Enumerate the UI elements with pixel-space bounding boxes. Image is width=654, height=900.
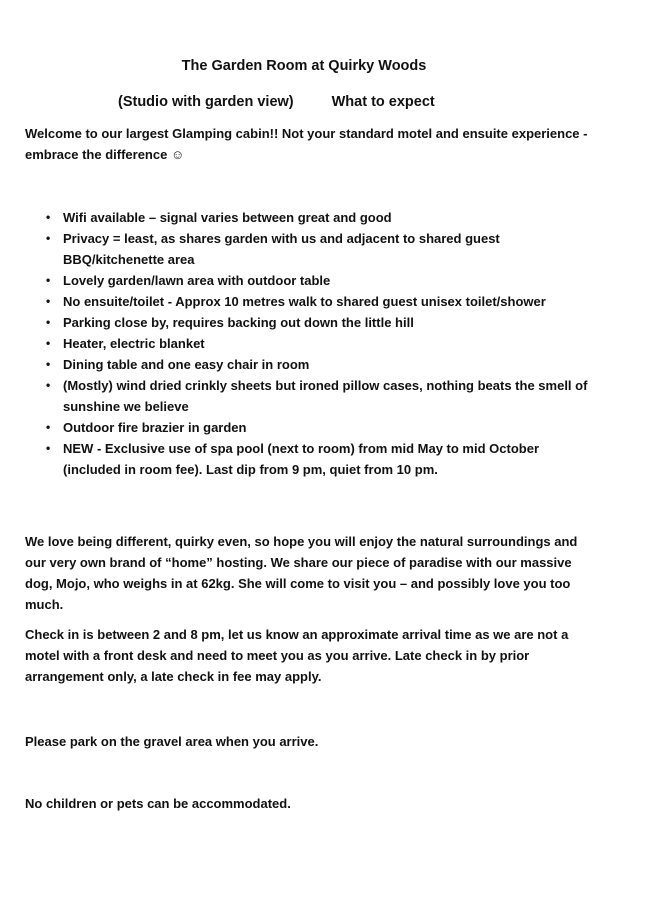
features-list — [25, 207, 600, 480]
bullet-icon: • — [46, 210, 51, 224]
list-item — [25, 375, 600, 417]
bullet-icon: • — [46, 231, 51, 245]
document-subtitle — [118, 92, 618, 112]
feature-text: Outdoor fire brazier in garden — [63, 420, 247, 435]
parking-paragraph: Please park on the gravel area when you arrive. — [25, 734, 319, 749]
bullet-icon: • — [46, 315, 51, 329]
quirky-paragraph: We love being different, quirky even, so hope you will enjoy the natural surroundings and our very own brand of “home” hosting. We share our piece of paradise with our massive dog, Mojo, who weighs in at 62kg. She will come to visit you – and possibly love you too much. — [25, 534, 578, 612]
feature-text: Heater, electric blanket — [63, 336, 205, 351]
feature-text: Privacy = least, as shares garden with us and adjacent to shared guest BBQ/kitchenette area — [63, 231, 500, 267]
list-item — [25, 228, 600, 270]
checkin-paragraph: Check in is between 2 and 8 pm, let us know an approximate arrival time as we are not a motel with a front desk and need to meet you as you arrive. Late check in by prior arrangement only, a late check in fee may apply. — [25, 627, 569, 684]
bullet-icon: • — [46, 420, 51, 434]
feature-text: Parking close by, requires backing out down the little hill — [63, 315, 414, 330]
bullet-icon: • — [46, 336, 51, 350]
intro-paragraph: Welcome to our largest Glamping cabin!! Not your standard motel and ensuite experience - embrace the difference ☺ — [25, 126, 588, 162]
list-item — [25, 207, 600, 228]
feature-text: (Mostly) wind dried crinkly sheets but ironed pillow cases, nothing beats the smell of sunshine we believe — [63, 378, 588, 414]
feature-text: Lovely garden/lawn area with outdoor table — [63, 273, 331, 288]
list-item — [25, 291, 600, 312]
bullet-icon: • — [46, 441, 51, 455]
feature-text: Wifi available – signal varies between great and good — [63, 210, 392, 225]
feature-text: No ensuite/toilet - Approx 10 metres walk to shared guest unisex toilet/shower — [63, 294, 546, 309]
bullet-icon: • — [46, 378, 51, 392]
subtitle-what-to-expect: What to expect — [331, 94, 435, 110]
list-item — [25, 417, 600, 438]
feature-text: Dining table and one easy chair in room — [63, 357, 310, 372]
bullet-icon: • — [46, 273, 51, 287]
children-paragraph: No children or pets can be accommodated. — [25, 796, 291, 811]
document-title: The Garden Room at Quirky Woods — [181, 58, 427, 74]
list-item — [25, 333, 600, 354]
list-item — [25, 438, 600, 480]
list-item — [25, 354, 600, 375]
bullet-icon: • — [46, 294, 51, 308]
list-item — [25, 312, 600, 333]
bullet-icon: • — [46, 357, 51, 371]
feature-text: NEW - Exclusive use of spa pool (next to room) from mid May to mid October (included in room fee). Last dip from 9 pm, quiet from 10 pm. — [63, 441, 539, 477]
subtitle-studio: (Studio with garden view) — [118, 94, 294, 110]
list-item — [25, 270, 600, 291]
